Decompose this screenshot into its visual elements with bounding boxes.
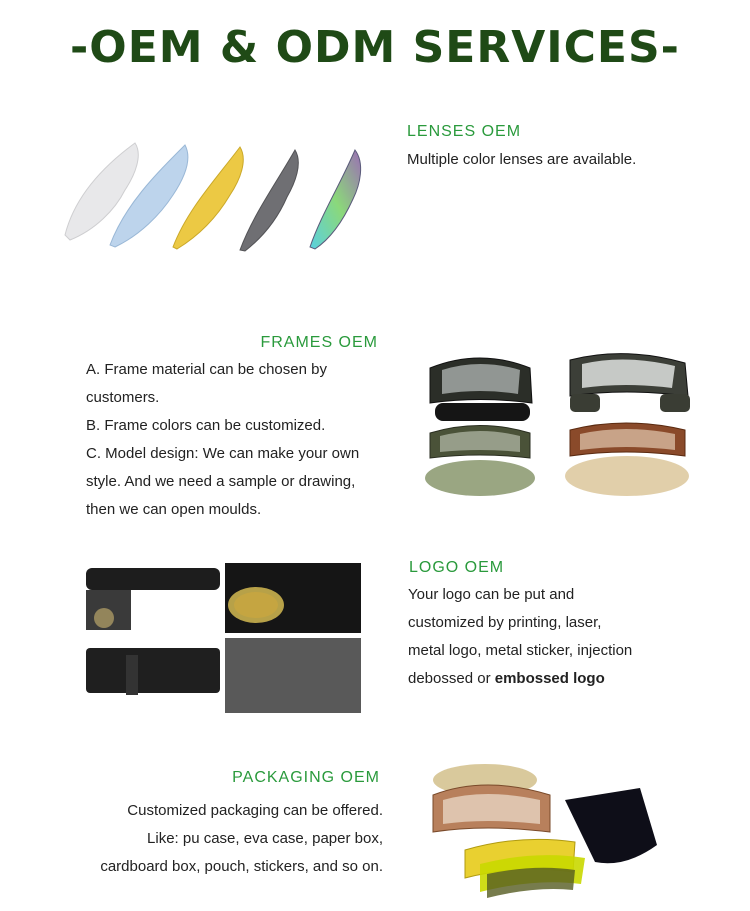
frames-line: then we can open moulds.: [86, 501, 262, 518]
lens-grey: [240, 150, 298, 251]
goggle-tan-4: [565, 423, 689, 496]
packaging-text: [40, 797, 383, 881]
lenses-heading: LENSES OEM: [407, 123, 522, 140]
lens-mirror: [310, 150, 361, 249]
logo-line: Your logo can be put and: [408, 586, 575, 603]
frames-line: C. Model design: We can make your own: [86, 445, 360, 462]
packaging-image: [425, 760, 665, 900]
frames-text: [86, 356, 386, 524]
logo-line: customized by printing, laser,: [408, 614, 602, 631]
goggle-green-3: [425, 426, 535, 497]
packaging-line: Customized packaging can be offered.: [127, 802, 383, 819]
logo-line: metal logo, metal sticker, injection: [408, 642, 633, 659]
logo-text: [408, 581, 728, 693]
frames-heading: FRAMES OEM: [260, 334, 378, 351]
logo-line-plain: debossed or: [408, 670, 495, 687]
frames-image: [420, 348, 700, 500]
page-title: -OEM & ODM SERVICES-: [70, 22, 680, 73]
lenses-text: Multiple color lenses are available.: [407, 151, 637, 168]
logo-image: [86, 563, 361, 713]
logo-heading: LOGO OEM: [409, 559, 505, 576]
logo-line-last: [408, 665, 728, 693]
goggle-black-1: [430, 358, 532, 421]
packaging-line: cardboard box, pouch, stickers, and so on.: [100, 858, 383, 875]
lenses-image: [55, 135, 375, 260]
packaging-heading: PACKAGING OEM: [232, 769, 380, 786]
frames-line: style. And we need a sample or drawing,: [86, 473, 356, 490]
frames-line: A. Frame material can be chosen by: [86, 361, 327, 378]
frames-line: customers.: [86, 389, 160, 406]
frames-line: B. Frame colors can be customized.: [86, 417, 326, 434]
goggle-clear-2: [570, 354, 690, 412]
logo-line-bold: embossed logo: [494, 670, 605, 687]
packaging-line: Like: pu case, eva case, paper box,: [147, 830, 383, 847]
